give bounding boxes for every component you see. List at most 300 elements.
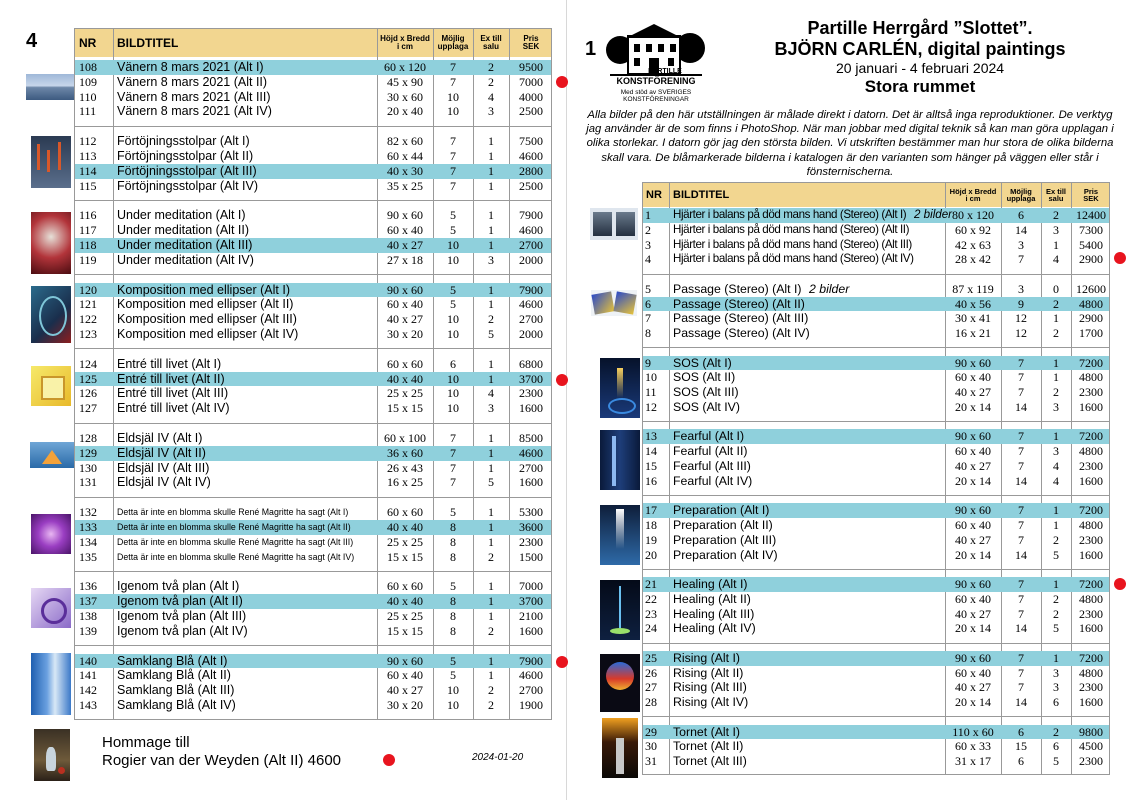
artwork-title: Entré till livet (Alt IV): [117, 401, 230, 416]
row-number: 21: [645, 577, 657, 591]
row-number: 19: [645, 532, 657, 547]
row-number: 123: [79, 327, 97, 341]
copies-for-sale: 2: [1053, 208, 1059, 222]
artwork-title: Healing (Alt III): [673, 606, 755, 621]
edition-count: 7: [1018, 591, 1024, 606]
edition-count: 10: [447, 401, 459, 416]
copies-for-sale: 1: [488, 134, 494, 149]
table-row: [75, 164, 551, 179]
edition-count: 9: [1018, 296, 1024, 311]
edition-count: 6: [1018, 208, 1024, 222]
table-row: [75, 223, 551, 238]
group-separator: [643, 569, 1109, 570]
copies-for-sale: 1: [488, 445, 494, 460]
row-number: 119: [79, 252, 97, 267]
painting-thumbnail-fortojningsstolpar: [31, 136, 71, 188]
artwork-size: 15 x 15: [387, 549, 423, 564]
copies-for-sale: 1: [488, 238, 494, 252]
edition-count: 6: [1018, 724, 1024, 739]
row-number: 140: [79, 653, 97, 668]
artwork-size: 16 x 21: [955, 326, 991, 341]
group-separator: [75, 423, 551, 424]
edition-count: 7: [1018, 429, 1024, 444]
artwork-size: 60 x 33: [955, 739, 991, 754]
artwork-title: Igenom två plan (Alt I): [117, 579, 240, 594]
artwork-title: Fearful (Alt I): [673, 429, 745, 444]
table-row: [75, 386, 551, 401]
header-title: BILDTITEL: [673, 188, 730, 201]
sold-dot: [556, 76, 568, 88]
row-number: 17: [645, 503, 657, 518]
edition-count: 10: [447, 104, 459, 119]
artwork-title: Preparation (Alt IV): [673, 547, 778, 562]
artwork-price: 3600: [519, 520, 543, 534]
copies-for-sale: 1: [1053, 429, 1059, 444]
artwork-price: 1600: [519, 475, 543, 490]
artwork-size: 90 x 60: [955, 650, 991, 665]
edition-count: 12: [1015, 311, 1027, 326]
edition-count: 5: [450, 579, 456, 594]
artwork-title: Vänern 8 mars 2021 (Alt I): [117, 60, 264, 74]
artwork-price: 1600: [519, 401, 543, 416]
row-number: 111: [79, 104, 97, 119]
table-row: [75, 431, 551, 446]
table-row: [643, 503, 1109, 518]
edition-count: 8: [450, 623, 456, 638]
painting-thumbnail-sos: [600, 358, 640, 418]
artwork-price: 1600: [1079, 400, 1103, 414]
table-row: [75, 104, 551, 119]
copies-for-sale: 2: [1053, 724, 1059, 739]
edition-count: 5: [450, 208, 456, 223]
artwork-price: 4500: [1079, 739, 1103, 754]
copies-for-sale: 1: [488, 208, 494, 223]
row-number: 8: [645, 326, 651, 341]
copies-for-sale: 1: [488, 178, 494, 193]
group-separator: [643, 495, 1109, 496]
artwork-size: 60 x 60: [387, 505, 423, 520]
page-divider: [566, 0, 567, 800]
row-number: 2: [645, 222, 651, 237]
artwork-title: SOS (Alt IV): [673, 400, 740, 414]
copies-for-sale: 4: [488, 386, 494, 401]
artwork-title: Detta är inte en blomma skulle René Magritte ha sagt (Alt III): [117, 536, 354, 547]
edition-count: 7: [1018, 518, 1024, 532]
row-number: 138: [79, 609, 97, 623]
copies-for-sale: 1: [488, 579, 494, 594]
artwork-price: 2700: [519, 683, 543, 698]
table-row: [75, 579, 551, 594]
artwork-price: 2300: [1079, 385, 1103, 400]
artwork-title: Samklang Blå (Alt III): [117, 683, 235, 698]
artwork-price: 4600: [519, 297, 543, 312]
row-number: 5: [645, 281, 651, 296]
group-separator: [75, 348, 551, 349]
copies-for-sale: 5: [1053, 754, 1059, 769]
artwork-size: 35 x 25: [387, 178, 423, 193]
artwork-price: 4600: [519, 668, 543, 683]
copies-for-sale: 2: [1053, 591, 1059, 606]
copies-for-sale: 1: [488, 282, 494, 297]
artwork-title: Fearful (Alt III): [673, 459, 751, 473]
table-row: [643, 592, 1109, 607]
artwork-title: Under meditation (Alt I): [117, 208, 246, 223]
artwork-title: Fearful (Alt IV): [673, 473, 753, 488]
artwork-price: 7200: [1079, 650, 1103, 665]
copies-for-sale: 3: [488, 104, 494, 119]
table-row: [643, 223, 1109, 238]
artwork-title: Healing (Alt I): [673, 577, 748, 591]
edition-count: 5: [450, 282, 456, 297]
artwork-size: 31 x 17: [955, 754, 991, 769]
copies-for-sale: 3: [488, 401, 494, 416]
artwork-size: 40 x 27: [955, 459, 991, 473]
artwork-size: 36 x 60: [387, 445, 423, 460]
artwork-price: 2900: [1079, 311, 1103, 326]
artwork-size: 60 x 40: [955, 444, 991, 459]
artwork-title: Tornet (Alt I): [673, 724, 740, 739]
artwork-price: 2700: [519, 312, 543, 327]
artwork-size: 25 x 25: [387, 534, 423, 549]
exhibition-artist: BJÖRN CARLÉN, digital paintings: [774, 39, 1066, 59]
artwork-price: 2000: [519, 252, 543, 267]
table-row: [75, 550, 551, 565]
group-separator: [75, 571, 551, 572]
artwork-price: 5300: [519, 505, 543, 520]
partille-konstforening-logo: [602, 20, 710, 103]
artwork-title: Hjärter i balans på död mans hand (Stereo) (Alt II): [673, 222, 910, 236]
copies-for-sale: 1: [488, 520, 494, 534]
artwork-price: 12400: [1076, 208, 1106, 222]
artwork-size: 28 x 42: [955, 252, 991, 267]
copies-for-sale: 1: [1053, 503, 1059, 518]
copies-for-sale: 1: [488, 223, 494, 238]
row-number: 25: [645, 650, 657, 665]
edition-count: 7: [1018, 252, 1024, 267]
copies-for-sale: 2: [488, 60, 494, 74]
row-number: 118: [79, 238, 97, 252]
sold-dot: [556, 374, 568, 386]
artwork-size: 20 x 14: [955, 621, 991, 636]
artwork-price: 7900: [519, 282, 543, 297]
artwork-size: 60 x 120: [384, 60, 426, 74]
row-number: 139: [79, 623, 97, 638]
two-images-note: 2 bilder: [914, 208, 953, 221]
copies-for-sale: 3: [1053, 680, 1059, 695]
edition-count: 5: [450, 668, 456, 683]
edition-count: 7: [450, 163, 456, 178]
artwork-size: 27 x 18: [387, 252, 423, 267]
painting-thumbnail-passage: [591, 290, 637, 316]
row-number: 28: [645, 695, 657, 710]
table-row: [75, 668, 551, 683]
artwork-title: Healing (Alt IV): [673, 621, 756, 636]
copies-for-sale: 5: [488, 327, 494, 341]
row-number: 24: [645, 621, 657, 636]
artwork-size: 90 x 60: [387, 653, 423, 668]
artwork-size: 60 x 40: [955, 665, 991, 680]
copies-for-sale: 1: [488, 609, 494, 623]
artwork-size: 60 x 40: [955, 518, 991, 532]
copies-for-sale: 1: [1053, 237, 1059, 252]
artwork-title: Igenom två plan (Alt III): [117, 609, 247, 623]
copies-for-sale: 6: [1053, 739, 1059, 754]
artwork-price: 1600: [1079, 547, 1103, 562]
artwork-price: 2300: [1079, 532, 1103, 547]
edition-count: 14: [1015, 547, 1027, 562]
artwork-title: Detta är inte en blomma skulle René Magritte ha sagt (Alt II): [117, 522, 351, 532]
artwork-title: Preparation (Alt III): [673, 532, 777, 547]
table-row: [643, 385, 1109, 400]
artwork-size: 110 x 60: [952, 724, 994, 739]
artwork-price: 2300: [1079, 606, 1103, 621]
artwork-title: Komposition med ellipser (Alt IV): [117, 327, 299, 341]
edition-count: 10: [447, 312, 459, 327]
edition-count: 5: [450, 653, 456, 668]
group-separator: [75, 200, 551, 201]
artwork-price: 2700: [519, 238, 543, 252]
edition-count: 7: [450, 475, 456, 490]
row-number: 9: [645, 355, 651, 370]
row-number: 117: [79, 223, 97, 238]
artwork-price: 5400: [1079, 237, 1103, 252]
edition-count: 3: [1018, 281, 1024, 296]
edition-count: 7: [450, 431, 456, 445]
row-number: 13: [645, 429, 657, 444]
artwork-size: 30 x 20: [387, 698, 423, 712]
artwork-title: Under meditation (Alt III): [117, 238, 253, 252]
artwork-title: Rising (Alt IV): [673, 695, 749, 710]
artwork-price: 4600: [519, 223, 543, 238]
copies-for-sale: 1: [1053, 311, 1059, 326]
row-number: 4: [645, 252, 651, 267]
row-number: 125: [79, 371, 97, 386]
artwork-price: 7200: [1079, 429, 1103, 444]
row-number: 114: [79, 163, 97, 178]
row-number: 1: [645, 208, 651, 222]
header-price: Pris SEK: [1083, 186, 1099, 203]
copies-for-sale: 1: [1053, 370, 1059, 385]
artwork-size: 25 x 25: [387, 386, 423, 401]
table-row: [75, 401, 551, 416]
artwork-size: 60 x 40: [387, 223, 423, 238]
artwork-price: 7000: [519, 579, 543, 594]
table-row: [643, 518, 1109, 533]
row-number: 29: [645, 724, 657, 739]
group-separator: [75, 645, 551, 646]
row-number: 132: [79, 505, 97, 520]
exhibition-dates: 20 januari - 4 februari 2024: [835, 60, 1005, 76]
edition-count: 7: [1018, 370, 1024, 385]
row-number: 11: [645, 385, 657, 400]
edition-count: 10: [447, 252, 459, 267]
copies-for-sale: 1: [488, 371, 494, 386]
artwork-price: 4600: [519, 445, 543, 460]
painting-thumbnail-preparation: [600, 505, 640, 565]
copies-for-sale: 2: [1053, 385, 1059, 400]
edition-count: 14: [1015, 400, 1027, 414]
artwork-price: 7900: [519, 208, 543, 223]
painting-thumbnail-komposition-med-ellipser: [31, 286, 71, 343]
artwork-title: Förtöjningsstolpar (Alt II): [117, 149, 254, 163]
artwork-title: Eldsjäl IV (Alt IV): [117, 475, 211, 490]
table-row: [643, 238, 1109, 253]
painting-thumbnail-samklang-bla: [31, 653, 71, 715]
table-row: [643, 533, 1109, 548]
edition-count: 8: [450, 534, 456, 549]
exhibition-title-block: [720, 18, 1120, 97]
edition-count: 7: [1018, 355, 1024, 370]
edition-count: 15: [1015, 739, 1027, 754]
artwork-price: 7200: [1079, 577, 1103, 591]
table-row: [75, 683, 551, 698]
header-size: Höjd x Bredd i cm: [380, 34, 430, 51]
artwork-title: Eldsjäl IV (Alt II): [117, 445, 206, 460]
copies-for-sale: 1: [488, 534, 494, 549]
artwork-title: Förtöjningsstolpar (Alt I): [117, 134, 250, 149]
edition-count: 5: [450, 505, 456, 520]
artwork-title: Hjärter i balans på död mans hand (Stereo) (Alt IV): [673, 252, 914, 266]
artwork-title: Samklang Blå (Alt IV): [117, 698, 236, 712]
edition-count: 7: [1018, 650, 1024, 665]
copies-for-sale: 2: [488, 698, 494, 712]
edition-count: 7: [1018, 680, 1024, 695]
artwork-size: 60 x 60: [387, 356, 423, 371]
table-row: [75, 594, 551, 609]
copies-for-sale: 2: [1053, 606, 1059, 621]
artwork-title: Igenom två plan (Alt II): [117, 594, 243, 609]
edition-count: 7: [1018, 532, 1024, 547]
row-number: 23: [645, 606, 657, 621]
artwork-price: 4800: [1079, 665, 1103, 680]
copies-for-sale: 4: [488, 89, 494, 104]
table-row: [643, 282, 1109, 297]
row-number: 12: [645, 400, 657, 414]
table-row: [643, 459, 1109, 474]
copies-for-sale: 4: [1053, 473, 1059, 488]
table-row: [643, 607, 1109, 622]
artwork-size: 40 x 40: [387, 371, 423, 386]
artwork-title: Komposition med ellipser (Alt II): [117, 297, 294, 312]
artwork-price: 1600: [1079, 621, 1103, 636]
row-number: 126: [79, 386, 97, 401]
table-row: [643, 297, 1109, 312]
edition-count: 7: [450, 445, 456, 460]
edition-count: 7: [1018, 444, 1024, 459]
header-title: BILDTITEL: [117, 36, 179, 50]
copies-for-sale: 1: [488, 149, 494, 163]
edition-count: 10: [447, 371, 459, 386]
logo-support-text: Med stöd av SVERIGES KONSTFÖRENINGAR: [620, 89, 692, 103]
artwork-price: 2000: [519, 327, 543, 341]
edition-count: 7: [450, 149, 456, 163]
group-separator: [75, 274, 551, 275]
artwork-price: 2900: [1079, 252, 1103, 267]
copies-for-sale: 1: [488, 653, 494, 668]
artwork-title: Detta är inte en blomma skulle René Magritte ha sagt (Alt I): [117, 507, 349, 518]
artwork-title: Eldsjäl IV (Alt III): [117, 460, 210, 475]
artwork-title: Rising (Alt III): [673, 680, 747, 695]
artwork-title: Under meditation (Alt II): [117, 223, 249, 238]
row-number: 31: [645, 754, 657, 769]
sold-dot: [556, 656, 568, 668]
table-row: [75, 179, 551, 194]
copies-for-sale: 1: [488, 163, 494, 178]
copies-for-sale: 3: [1053, 665, 1059, 680]
artwork-title: SOS (Alt I): [673, 355, 732, 370]
artwork-title: Under meditation (Alt IV): [117, 252, 254, 267]
table-row: [75, 60, 551, 75]
page-number-right: 1: [585, 38, 597, 60]
row-number: 128: [79, 431, 97, 445]
right-catalog-table: [642, 182, 1110, 775]
table-row: [643, 474, 1109, 489]
table-row: [75, 75, 551, 90]
table-row: [75, 446, 551, 461]
edition-count: 8: [450, 520, 456, 534]
header-size: Höjd x Bredd i cm: [949, 186, 997, 203]
painting-thumbnail-under-meditation: [31, 212, 71, 274]
edition-count: 10: [447, 683, 459, 698]
edition-count: 5: [450, 297, 456, 312]
catalog-date: 2024-01-20: [472, 752, 524, 763]
artwork-price: 4800: [1079, 591, 1103, 606]
artwork-price: 4600: [519, 149, 543, 163]
edition-count: 10: [447, 238, 459, 252]
table-row: [75, 297, 551, 312]
artwork-price: 2500: [519, 178, 543, 193]
edition-count: 7: [450, 178, 456, 193]
header-price: Pris SEK: [522, 34, 540, 51]
edition-count: 8: [450, 549, 456, 564]
table-row: [75, 238, 551, 253]
artwork-price: 1900: [519, 698, 543, 712]
table-row: [75, 372, 551, 387]
edition-count: 3: [1018, 237, 1024, 252]
copies-for-sale: 2: [488, 74, 494, 89]
copies-for-sale: 1: [488, 460, 494, 475]
artwork-size: 90 x 60: [955, 577, 991, 591]
table-row: [75, 253, 551, 268]
artwork-title: Rising (Alt II): [673, 665, 744, 680]
artwork-price: 7000: [519, 74, 543, 89]
artwork-price: 2300: [1079, 459, 1103, 473]
row-number: 142: [79, 683, 97, 698]
exhibition-room: Stora rummet: [864, 77, 976, 96]
row-number: 15: [645, 459, 657, 473]
row-number: 16: [645, 473, 657, 488]
table-row: [643, 311, 1109, 326]
copies-for-sale: 1: [1053, 355, 1059, 370]
copies-for-sale: 2: [1053, 296, 1059, 311]
artwork-size: 45 x 90: [387, 74, 423, 89]
copies-for-sale: 1: [1053, 577, 1059, 591]
artwork-size: 87 x 119: [952, 281, 994, 296]
exhibition-venue: Partille Herrgård ”Slottet”.: [807, 18, 1033, 38]
table-row: [75, 535, 551, 550]
artwork-title: Tornet (Alt III): [673, 754, 747, 769]
artwork-price: 7900: [519, 653, 543, 668]
edition-count: 14: [1015, 222, 1027, 237]
row-number: 3: [645, 237, 651, 252]
row-number: 18: [645, 518, 657, 532]
artwork-size: 20 x 14: [955, 473, 991, 488]
table-row: [643, 208, 1109, 223]
edition-count: 12: [1015, 326, 1027, 341]
artwork-title: Komposition med ellipser (Alt I): [117, 282, 290, 297]
artwork-price: 9800: [1079, 724, 1103, 739]
painting-thumbnail-hjarter-i-balans: [590, 208, 638, 240]
